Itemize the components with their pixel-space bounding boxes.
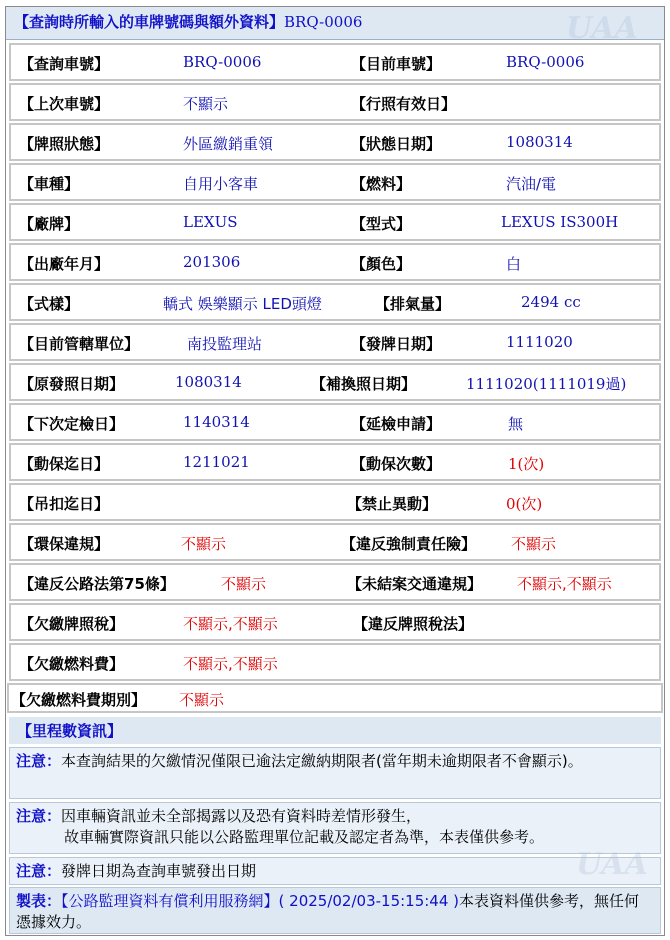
value-fuel-fee-arrears: 不顯示,不顯示	[183, 655, 278, 673]
label-license-valid-date: 【行照有效日】	[351, 95, 457, 113]
value-displacement: 2494 cc	[521, 293, 581, 311]
value-jurisdiction: 南投監理站	[187, 335, 263, 353]
value-highway-act-violation: 不顯示	[221, 575, 267, 593]
label-body-style: 【式樣】	[19, 295, 80, 313]
row-plate-query	[9, 43, 661, 81]
label-transfer-prohibited: 【禁止異動】	[347, 495, 438, 513]
label-license-tax-arrears: 【欠繳牌照稅】	[19, 615, 125, 633]
row-plate-status	[9, 123, 661, 161]
row-previous-plate	[9, 83, 661, 121]
value-environment-violation: 不顯示	[181, 535, 227, 553]
value-compulsory-insurance-violation: 不顯示	[511, 535, 557, 553]
row-fuel-fee-arrears	[9, 643, 661, 681]
row-suspension	[9, 483, 661, 521]
value-manufacture-date: 201306	[183, 253, 241, 271]
value-license-tax-arrears: 不顯示,不顯示	[183, 615, 278, 633]
label-query-plate: 【查詢車號】	[19, 55, 110, 73]
label-fuel-fee-arrears: 【欠繳燃料費】	[19, 655, 125, 673]
label-next-inspection: 【下次定檢日】	[19, 415, 125, 433]
label-mortgage-count: 【動保次數】	[351, 455, 442, 473]
label-plate-status: 【牌照狀態】	[19, 135, 110, 153]
row-next-inspection	[9, 403, 661, 441]
value-body-style: 轎式 娛樂顯示 LED頭燈	[163, 295, 322, 313]
note-text: 因車輛資訊並未全部揭露以及恐有資料時差情形發生，	[61, 807, 422, 825]
label-vehicle-type: 【車種】	[19, 175, 80, 193]
label-manufacture-date: 【出廠年月】	[19, 255, 110, 273]
value-current-plate: BRQ-0006	[506, 53, 585, 71]
header-title: 【查詢時所輸入的車牌號碼與額外資料】	[14, 13, 285, 31]
value-brand: LEXUS	[183, 213, 238, 231]
value-plate-status: 外區繳銷重領	[183, 135, 274, 153]
note-label: 注意：	[16, 752, 62, 770]
row-fuel-fee-period	[7, 683, 663, 713]
value-fuel: 汽油/電	[506, 175, 557, 193]
label-compulsory-insurance-violation: 【違反強制責任險】	[341, 535, 477, 553]
label-unsettled-traffic-violation: 【未結案交通違規】	[347, 575, 483, 593]
report-footer	[9, 887, 661, 934]
label-displacement: 【排氣量】	[375, 295, 451, 313]
note-text-continued: 故車輛實際資訊只能以公路監理單位記載及認定者為準，本表僅供參考。	[64, 828, 545, 846]
note-label: 注意：	[16, 807, 62, 825]
note-disclaimer	[9, 802, 661, 854]
vehicle-report	[5, 6, 665, 936]
label-fuel-fee-period: 【欠繳燃料費期別】	[11, 691, 147, 709]
label-jurisdiction: 【目前管轄單位】	[19, 335, 140, 353]
label-plate-issue-date: 【發牌日期】	[351, 335, 442, 353]
value-transfer-prohibited: 0(次)	[506, 495, 543, 513]
label-suspension-end-date: 【吊扣迄日】	[19, 495, 110, 513]
label-status-date: 【狀態日期】	[351, 135, 442, 153]
value-previous-plate: 不顯示	[183, 95, 229, 113]
label-mortgage-end-date: 【動保迄日】	[19, 455, 110, 473]
label-environment-violation: 【環保違規】	[19, 535, 110, 553]
row-manufacture-date	[9, 243, 661, 281]
label-highway-act-violation: 【違反公路法第75條】	[19, 575, 175, 593]
footer-label: 製表：	[16, 892, 62, 910]
label-previous-plate: 【上次車號】	[19, 95, 110, 113]
value-fuel-fee-period: 不顯示	[179, 691, 225, 709]
value-vehicle-type: 自用小客車	[183, 175, 259, 193]
mileage-section-title: 【里程數資訊】	[9, 717, 661, 744]
value-status-date: 1080314	[506, 133, 573, 151]
row-brand	[9, 203, 661, 241]
row-chattel-mortgage	[9, 443, 661, 481]
row-original-license-date	[9, 363, 661, 401]
row-environment-violation	[9, 523, 661, 561]
label-license-tax-law-violation: 【違反牌照稅法】	[353, 615, 474, 633]
value-color: 白	[506, 255, 522, 273]
note-text: 發牌日期為查詢車號發出日期	[61, 862, 257, 880]
value-query-plate: BRQ-0006	[183, 53, 262, 71]
label-fuel: 【燃料】	[351, 175, 412, 193]
footer-text: 本表資料僅供參考，無任何憑據效力。	[16, 892, 640, 931]
note-arrears	[9, 747, 661, 799]
note-issue-date	[9, 857, 661, 885]
label-original-license-date: 【原發照日期】	[19, 375, 125, 393]
label-inspection-extension: 【延檢申請】	[351, 415, 442, 433]
value-mortgage-end-date: 1211021	[183, 453, 250, 471]
watermark-logo-bottom: UAA	[576, 847, 648, 882]
note-text: 本查詢結果的欠繳情況僅限已逾法定繳納期限者(當年期未逾期限者不會顯示)。	[61, 752, 583, 770]
value-unsettled-traffic-violation: 不顯示,不顯示	[517, 575, 612, 593]
label-color: 【顏色】	[351, 255, 412, 273]
row-jurisdiction	[9, 323, 661, 361]
row-vehicle-type	[9, 163, 661, 201]
header-plate: BRQ-0006	[284, 13, 363, 31]
value-mortgage-count: 1(次)	[508, 455, 545, 473]
row-highway-act-violation	[9, 563, 661, 601]
value-next-inspection: 1140314	[183, 413, 250, 431]
value-reissue-date: 1111020(1111019過)	[466, 375, 627, 393]
value-inspection-extension: 無	[508, 415, 524, 433]
footer-service-name: 【公路監理資料有償利用服務網】	[61, 892, 279, 910]
value-model: LEXUS IS300H	[501, 213, 619, 231]
label-brand: 【廠牌】	[19, 215, 80, 233]
row-license-tax-arrears	[9, 603, 661, 641]
label-reissue-date: 【補換照日期】	[311, 375, 417, 393]
watermark-logo: UAA	[566, 11, 638, 46]
value-original-license-date: 1080314	[175, 373, 242, 391]
row-body-style	[9, 283, 661, 321]
label-model: 【型式】	[351, 215, 412, 233]
value-plate-issue-date: 1111020	[506, 333, 573, 351]
label-current-plate: 【目前車號】	[351, 55, 442, 73]
note-label: 注意：	[16, 862, 62, 880]
footer-timestamp: ( 2025/02/03-15:15:44 )	[278, 892, 460, 910]
